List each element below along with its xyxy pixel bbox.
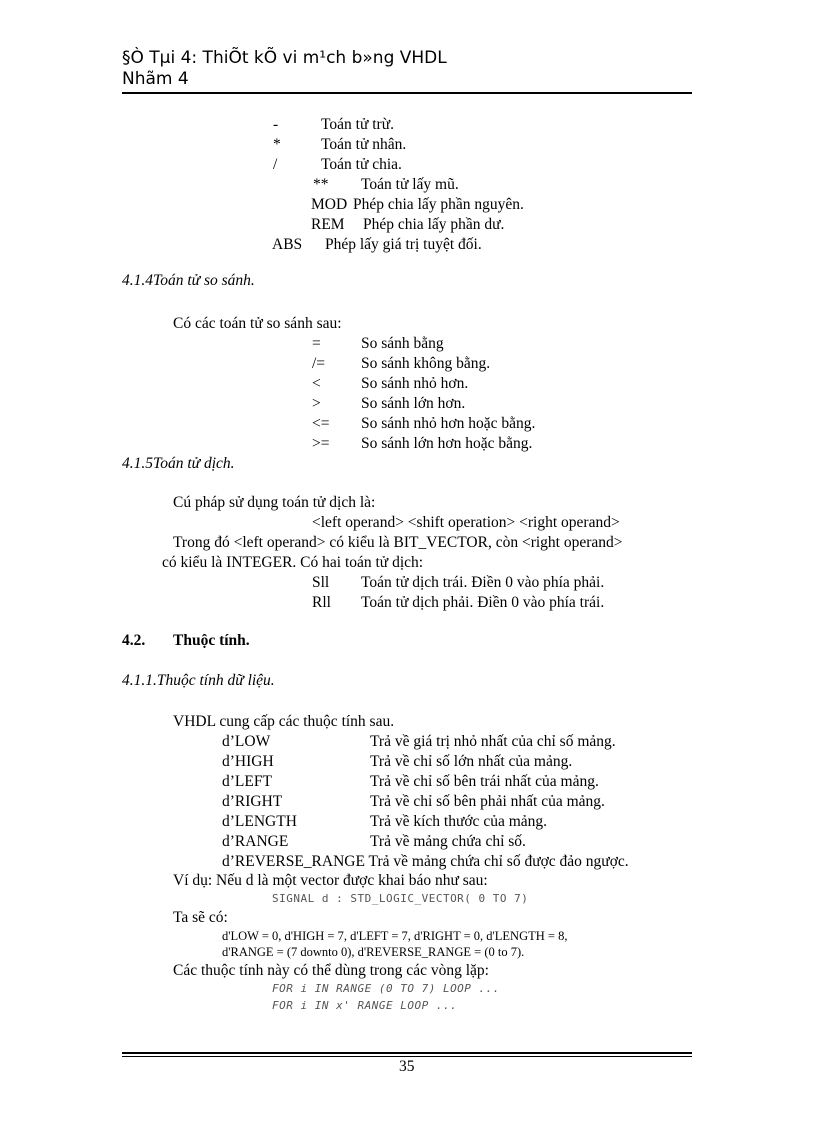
section-heading-compare: 4.1.4Toán tử so sánh. [122, 272, 255, 289]
arith-op-desc: Phép chia lấy phần dư. [363, 216, 505, 233]
compare-op-desc: So sánh lớn hơn hoặc bằng. [361, 435, 533, 452]
shift-op-symbol: Rll [312, 594, 331, 611]
attr-desc: Trả về mảng chứa chỉ số. [370, 833, 526, 850]
shift-explanation-line1: Trong đó <left operand> có kiểu là BIT_VECTOR, còn <right operand> [173, 534, 623, 551]
arith-op-desc: Phép chia lấy phần nguyên. [353, 196, 524, 213]
attrs-result-line1: d'LOW = 0, d'HIGH = 7, d'LEFT = 7, d'RIGHT = 0, d'LENGTH = 8, [222, 929, 568, 943]
arith-op-symbol: ** [313, 176, 329, 193]
shift-op-desc: Toán tử dịch phải. Điền 0 vào phía trái. [361, 594, 605, 611]
code-loop-1: FOR i IN RANGE (0 TO 7) LOOP ... [272, 982, 500, 995]
shift-explanation-line2: có kiểu là INTEGER. Có hai toán tử dịch: [162, 554, 424, 571]
arith-op-symbol: / [273, 156, 278, 173]
arith-op-symbol: - [273, 116, 279, 133]
code-signal-decl: SIGNAL d : STD_LOGIC_VECTOR( 0 TO 7) [272, 892, 529, 905]
compare-op-symbol: = [312, 335, 321, 352]
header-title: §Ò Tµi 4: ThiÕt kÕ vi m¹ch b»ng VHDL [122, 48, 447, 68]
section-number-4-2: 4.2. [122, 632, 146, 649]
attr-desc: Trả về chỉ số bên phải nhất của mảng. [370, 793, 605, 810]
arith-op-symbol: * [273, 136, 281, 153]
compare-op-desc: So sánh bằng [361, 335, 444, 352]
attr-name: d’LOW [222, 733, 271, 750]
arith-op-desc: Toán tử lấy mũ. [361, 176, 459, 193]
shift-syntax-intro: Cú pháp sử dụng toán tử dịch là: [173, 494, 376, 511]
header-rule [122, 92, 692, 94]
shift-op-desc: Toán tử dịch trái. Điền 0 vào phía phải. [361, 574, 605, 591]
attrs-we-have: Ta sẽ có: [173, 909, 228, 926]
arith-op-desc: Toán tử nhân. [321, 136, 407, 153]
compare-op-symbol: > [312, 395, 321, 412]
compare-op-symbol: < [312, 375, 321, 392]
arith-op-symbol: REM [311, 216, 345, 233]
attr-desc: Trả về chỉ số lớn nhất của mảng. [370, 753, 573, 770]
compare-op-desc: So sánh không bằng. [361, 355, 491, 372]
attr-reverse-range: d’REVERSE_RANGE Trả về mảng chứa chỉ số được đảo ngược. [222, 853, 629, 870]
arith-op-desc: Toán tử chia. [321, 156, 402, 173]
attr-name: d’LEFT [222, 773, 272, 790]
attrs-intro: VHDL cung cấp các thuộc tính sau. [173, 713, 395, 730]
shift-op-symbol: Sll [312, 574, 330, 591]
attrs-example-intro: Ví dụ: Nếu d là một vector được khai báo như sau: [173, 872, 488, 889]
compare-intro: Có các toán tử so sánh sau: [173, 315, 342, 332]
footer-rule [122, 1052, 692, 1057]
compare-op-symbol: >= [312, 435, 330, 452]
attr-desc: Trả về giá trị nhỏ nhất của chỉ số mảng. [370, 733, 616, 750]
compare-op-desc: So sánh nhỏ hơn hoặc bằng. [361, 415, 536, 432]
code-loop-2: FOR i IN x' RANGE LOOP ... [272, 999, 458, 1012]
section-heading-shift: 4.1.5Toán tử dịch. [122, 455, 235, 472]
compare-op-symbol: /= [312, 355, 326, 372]
section-title-4-2: Thuộc tính. [173, 632, 250, 649]
arith-op-symbol: MOD [311, 196, 348, 213]
compare-op-symbol: <= [312, 415, 330, 432]
attr-name: d’RANGE [222, 833, 289, 850]
attr-desc: Trả về chỉ số bên trái nhất của mảng. [370, 773, 599, 790]
attrs-loop-intro: Các thuộc tính này có thể dùng trong các vòng lặp: [173, 962, 489, 979]
arith-op-desc: Phép lấy giá trị tuyệt đối. [325, 236, 482, 253]
header-subtitle: Nhãm 4 [122, 69, 189, 89]
attr-desc: Trả về kích thước của mảng. [370, 813, 548, 830]
attr-name: d’LENGTH [222, 813, 297, 830]
compare-op-desc: So sánh nhỏ hơn. [361, 375, 469, 392]
compare-op-desc: So sánh lớn hơn. [361, 395, 466, 412]
arith-op-desc: Toán tử trừ. [321, 116, 394, 133]
attrs-result-line2: d'RANGE = (7 downto 0), d'REVERSE_RANGE = (0 to 7). [222, 945, 525, 959]
section-heading-attrs: 4.1.1.Thuộc tính dữ liệu. [122, 672, 275, 689]
page-number: 35 [399, 1058, 415, 1075]
attr-name: d’HIGH [222, 753, 274, 770]
attr-name: d’RIGHT [222, 793, 283, 810]
arith-op-symbol: ABS [272, 236, 303, 253]
shift-syntax: <left operand> <shift operation> <right operand> [312, 514, 620, 531]
